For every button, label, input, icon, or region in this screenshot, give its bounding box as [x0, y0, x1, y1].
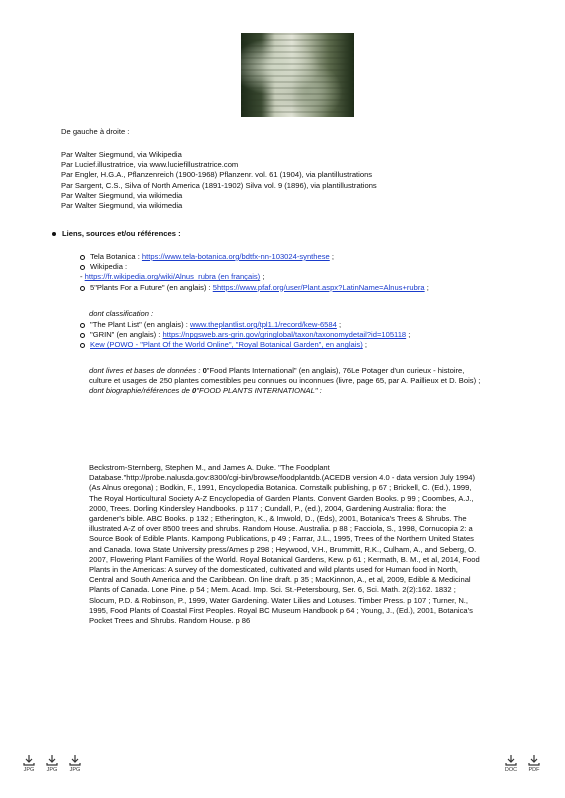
- download-icon: [46, 754, 58, 766]
- download-icon: [505, 754, 517, 766]
- list-item: Kew (POWO - "Plant Of the World Online", "Royal Botanical Garden", en anglais) ;: [80, 340, 540, 350]
- list-item: Tela Botanica : https://www.tela-botanica.org/bdtfx-nn-103024-synthese ;: [80, 252, 540, 262]
- list-item: Wikipedia :: [80, 262, 540, 272]
- list-item: "The Plant List" (en anglais) : www.theplantlist.org/tpl1.1/record/kew-6584 ;: [80, 320, 540, 330]
- classification-heading: dont classification :: [89, 309, 154, 318]
- bibliography-line: Central and South America and the Caribbean. On line draft. p 35 ; MacKinnon, A., et al, 2009, Edible & Medicinal: [89, 575, 471, 585]
- download-jpg-button[interactable]: JPG: [43, 754, 61, 773]
- kew-powo-link[interactable]: Kew (POWO - "Plant Of the World Online", "Royal Botanical Garden", en anglais): [90, 340, 363, 350]
- list-item: "GRIN" (en anglais) : https://npgsweb.ars-grin.gov/gringlobal/taxon/taxonomydetail?id=105118 ;: [80, 330, 540, 340]
- tela-botanica-link[interactable]: https://www.tela-botanica.org/bdtfx-nn-103024-synthese: [141, 252, 330, 261]
- download-doc-button[interactable]: DOC: [502, 754, 520, 773]
- bullet-icon: [52, 232, 56, 236]
- download-jpg-button[interactable]: JPG: [20, 754, 38, 773]
- plant-list-link[interactable]: www.theplantlist.org/tpl1.1/record/kew-6584: [189, 320, 337, 329]
- bibliography-line: 2007, Flowering Plant Families of the World. Royal Botanical Gardens, Kew. p 61 ; Kermath, B. M., et al, 2014, Food: [89, 554, 480, 564]
- books-line: dont biographie/références de 0"FOOD PLANTS INTERNATIONAL" :: [89, 386, 322, 396]
- bibliography-line: 1995, Food Plants of Coastal First Peoples. Royal BC Museum Handbook p 64 ; Young, J., (Ed.), 2001, Botanica's: [89, 605, 473, 615]
- books-paragraph: [89, 366, 529, 397]
- bibliography-line: Slocum, P.D. & Robinson, P., 1999, Water Gardening. Water Lilies and Lotuses. Timber Press. p 107 ; Turner, N.,: [89, 595, 469, 605]
- bibliography-line: Pocket Trees and Shrubs. Random House. p 86: [89, 616, 251, 626]
- bibliography-line: illustrated A-Z of over 8500 trees and shrubs. Random House. Australia. p 88 ; Facciola, S., 1998, Cornucopia 2: a: [89, 524, 473, 534]
- classification-list: [80, 320, 540, 351]
- bibliography-line: Database."http://probe.nalusda.gov:8300/cgi-bin/browse/foodplantdb.(ACEDB version 4.0 - data version July 1994): [89, 473, 475, 483]
- download-jpg-button[interactable]: JPG: [66, 754, 84, 773]
- bibliography-line: The Royal Horticultural Society A-Z Encyclopedia of Garden Plants. Convent Garden Books. p 99 ; Coombes, A.J.,: [89, 493, 474, 503]
- bibliography-line: (As Alnus oregona) ; Bodkin, F., 1991, Encyclopedia Botanica. Cornstalk publishing, p 67 ; Brickell, C. (Ed.), 1999,: [89, 483, 472, 493]
- wikipedia-link[interactable]: https://fr.wikipedia.org/wiki/Alnus_rubra (en français): [84, 272, 261, 282]
- grin-link[interactable]: https://npgsweb.ars-grin.gov/gringlobal/taxon/taxonomydetail?id=105118: [162, 330, 407, 340]
- intro-line: De gauche à droite :: [61, 127, 130, 136]
- bibliography-line: Plants in the Americas: A survey of the domesticated, cultivated and wild plants used for Human food in North,: [89, 565, 458, 575]
- bibliography: [89, 463, 529, 626]
- download-icon: [23, 754, 35, 766]
- download-icon: [528, 754, 540, 766]
- intro-text: [61, 127, 531, 137]
- download-icons-right: [502, 754, 543, 773]
- bibliography-line: 2000, Trees. Dorling Kindersley Handbooks. p 117 ; Cundall, P., (ed.), 2004, Gardening Australia: flora: the: [89, 503, 447, 513]
- pfaf-link[interactable]: 5https://www.pfaf.org/user/Plant.aspx?LatinName=Alnus+rubra: [212, 282, 425, 292]
- download-icons-left: [20, 754, 84, 773]
- bibliography-line: Plants of Canada. Lone Pine. p 54 ; Mem. Acad. Imp. Sci. St.-Petersbourg, Ser. 6, Sci. Math. 2(2):162. 1832 ;: [89, 585, 456, 595]
- credit-line: Par Walter Siegmund, via Wikipedia: [61, 150, 182, 159]
- list-item: 5"Plants For a Future" (en anglais) : 5https://www.pfaf.org/user/Plant.aspx?LatinName=Alnus+rubra ;: [80, 283, 540, 293]
- credit-line: Par Walter Siegmund, via wikimedia: [61, 201, 183, 211]
- download-icon: [69, 754, 81, 766]
- credit-line: Par Sargent, C.S., Silva of North America (1891-1902) Silva vol. 9 (1896), via plantillustrations: [61, 180, 377, 190]
- credit-line: Par Lucief.illustratrice, via www.luciefillustratrice.com: [61, 160, 239, 170]
- section-heading-text: Liens, sources et/ou références :: [62, 229, 181, 238]
- books-line: dont livres et bases de données : 0"Food Plants International" (en anglais), 76Le Potager d'un curieux - histoire,: [89, 366, 465, 375]
- bibliography-line: Source Book of Edible Plants. Kampong Publications, p 49 ; Farrar, J.L., 1995, Trees of the Northern United States: [89, 534, 474, 544]
- credit-line: Par Engler, H.G.A., Pflanzenreich (1900-1968) Pflanzenr. vol. 61 (1904), via plantillustrations: [61, 170, 373, 180]
- wikipedia-sub-line: - https://fr.wikipedia.org/wiki/Alnus_rubra (en français) ;: [80, 272, 265, 282]
- credit-line: Par Walter Siegmund, via wikimedia: [61, 190, 183, 200]
- alder-bark-photo: [241, 33, 354, 117]
- bibliography-line: Beckstrom-Sternberg, Stephen M., and James A. Duke. "The Foodplant: [89, 463, 330, 472]
- links-list: [80, 252, 540, 293]
- books-line: culture et usages de 250 plantes comestibles peu connues ou inconnues (livre, page 65, par A. Paillieux et D. Bois) ;: [89, 376, 481, 386]
- section-heading: [52, 229, 181, 239]
- bibliography-line: gardener's bible. ABC Books. p 132 ; Etherington, K., & Imwold, D., (Eds), 2001, Botanica's Trees & Shrubs. The: [89, 514, 467, 524]
- download-pdf-button[interactable]: PDF: [525, 754, 543, 773]
- image-credits: [61, 150, 531, 211]
- bibliography-line: and Canada. Iowa State University press/Ames p 298 ; Heywood, V.H., Brummitt, R.K., Culham, A., and Seberg, O.: [89, 544, 477, 554]
